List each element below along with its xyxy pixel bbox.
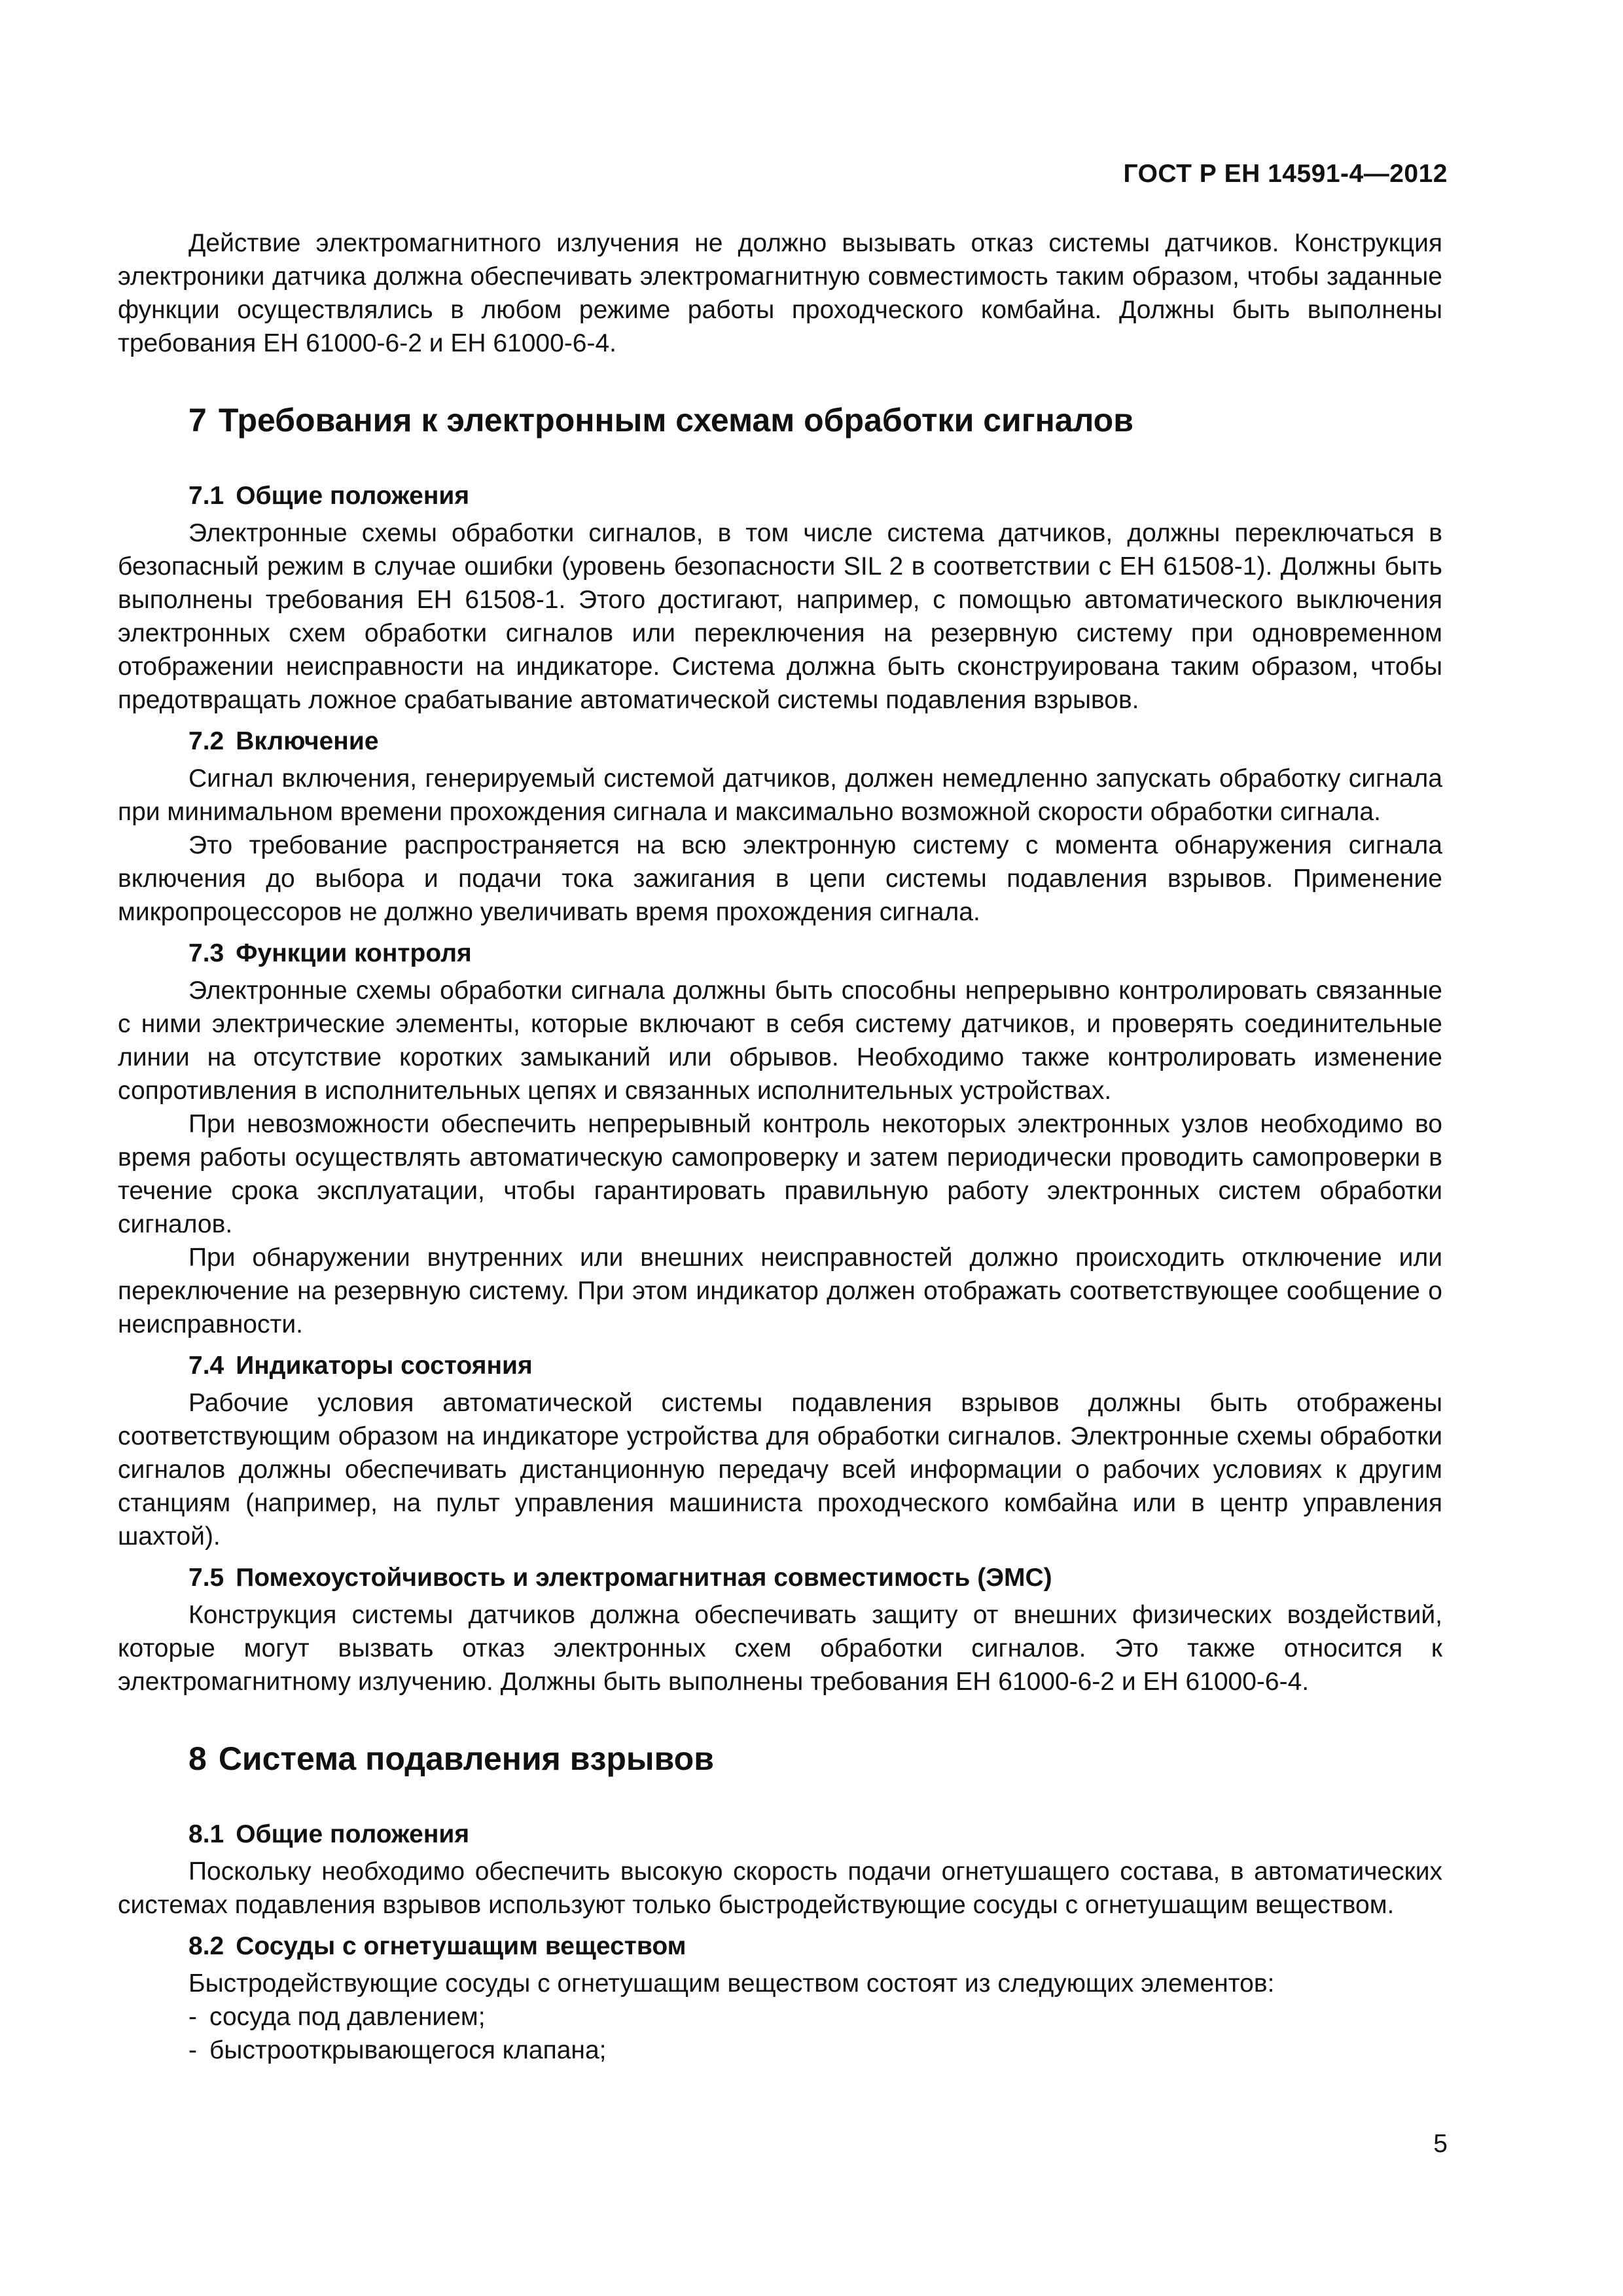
subsection-title: Помехоустойчивость и электромагнитная совместимость (ЭМС) (236, 1564, 1052, 1592)
subsection-number: 8.1 (188, 1820, 224, 1848)
section-number: 7 (188, 402, 207, 439)
list-item (118, 2034, 1442, 2067)
paragraph: Поскольку необходимо обеспечить высокую скорость подачи огнетушащего состава, в автоматических системах подавления взрывов используют только быстродействующие сосуды с огнетушащим веществом. (118, 1857, 1442, 1919)
subsection-7-4-heading (118, 1349, 1442, 1382)
subsection-number: 7.2 (188, 727, 224, 755)
paragraph: Быстродействующие сосуды с огнетушащим веществом состоят из следующих элементов: (188, 1969, 1275, 1998)
section-number: 8 (188, 1740, 207, 1777)
subsection-7-3-heading (118, 937, 1442, 970)
subsection-7-1-heading (118, 479, 1442, 512)
paragraph: Конструкция системы датчиков должна обеспечивать защиту от внешних физических воздействий, которые могут вызвать отказ электронных схем обработки сигналов. Это также относится к электромагнитному излучению. Должны быть выполнены требования ЕН 61000-6-2 и ЕН 61000-6-4. (118, 1601, 1442, 1696)
subsection-8-1-heading (118, 1818, 1442, 1851)
section-8-heading (118, 1739, 1442, 1778)
paragraph: При обнаружении внутренних или внешних неисправностей должно происходить отключение или переключение на резервную систему. При этом индикатор должен отображать соответствующее сообщение о неисправности. (118, 1244, 1442, 1338)
paragraph: Рабочие условия автоматической системы подавления взрывов должны быть отображены соответствующим образом на индикаторе устройства для обработки сигналов. Электронные схемы обработки сигналов должны обеспечивать дистанционную передачу всей информации о рабочих условиях к другим станциям (например, на пульт управления машиниста проходческого комбайна или в центр управления шахтой). (118, 1389, 1442, 1551)
list-dash: - (188, 2036, 197, 2064)
paragraph: Сигнал включения, генерируемый системой датчиков, должен немедленно запускать обработку сигнала при минимальном времени прохождения сигнала и максимально возможной скорости обработки сигнала. (118, 764, 1442, 826)
list-item (118, 2000, 1442, 2034)
document-header: ГОСТ Р ЕН 14591-4—2012 (1123, 160, 1448, 188)
subsection-7-5-heading (118, 1561, 1442, 1594)
subsection-number: 8.2 (188, 1932, 224, 1960)
intro-paragraph: Действие электромагнитного излучения не должно вызывать отказ системы датчиков. Конструкция электроники датчика должна обеспечивать электромагнитную совместимость таким образом, чтобы заданные функции осуществлялись в любом режиме работы проходческого комбайна. Должны быть выполнены требования ЕН 61000-6-2 и ЕН 61000-6-4. (118, 229, 1442, 357)
subsection-title: Сосуды с огнетушащим веществом (236, 1932, 687, 1960)
subsection-title: Общие положения (236, 1820, 470, 1848)
document-body (118, 226, 1442, 2067)
subsection-8-2-heading (118, 1929, 1442, 1963)
subsection-title: Функции контроля (236, 939, 472, 967)
subsection-number: 7.1 (188, 482, 224, 510)
paragraph: Электронные схемы обработки сигналов, в том числе система датчиков, должны переключаться в безопасный режим в случае ошибки (уровень безопасности SIL 2 в соответствии с ЕН 61508-1). Должны быть выполнены требования ЕН 61508-1. Этого достигают, например, с помощью автоматического выключения электронных схем обработки сигналов или переключения на резервную систему при одновременном отображении неисправности на индикаторе. Система должна быть сконструирована таким образом, чтобы предотвращать ложное срабатывание автоматической системы подавления взрывов. (118, 519, 1442, 714)
section-title: Требования к электронным схемам обработки сигналов (218, 402, 1133, 439)
list-item-text: сосуда под давлением; (209, 2003, 486, 2031)
subsection-title: Включение (236, 727, 379, 755)
section-title: Система подавления взрывов (218, 1740, 714, 1777)
list-item-text: быстрооткрывающегося клапана; (209, 2036, 607, 2064)
subsection-number: 7.3 (188, 939, 224, 967)
paragraph: Это требование распространяется на всю электронную систему с момента обнаружения сигнала включения до выбора и подачи тока зажигания в цепи системы подавления взрывов. Применение микропроцессоров не должно увеличивать время прохождения сигнала. (118, 831, 1442, 926)
subsection-number: 7.4 (188, 1352, 224, 1380)
paragraph: При невозможности обеспечить непрерывный контроль некоторых электронных узлов необходимо во время работы осуществлять автоматическую самопроверку и затем периодически проводить самопроверки в течение срока эксплуатации, чтобы гарантировать правильную работу электронных систем обработки сигналов. (118, 1110, 1442, 1238)
subsection-title: Индикаторы состояния (236, 1352, 533, 1380)
subsection-7-2-heading (118, 725, 1442, 758)
subsection-number: 7.5 (188, 1564, 224, 1592)
subsection-title: Общие положения (236, 482, 470, 510)
page-number: 5 (1433, 2130, 1448, 2158)
section-7-heading (118, 401, 1442, 440)
list-dash: - (188, 2003, 197, 2031)
paragraph: Электронные схемы обработки сигнала должны быть способны непрерывно контролировать связанные с ними электрические элементы, которые включают в себя систему датчиков, и проверять соединительные линии на отсутствие коротких замыканий или обрывов. Необходимо также контролировать изменение сопротивления в исполнительных цепях и связанных исполнительных устройствах. (118, 977, 1442, 1105)
